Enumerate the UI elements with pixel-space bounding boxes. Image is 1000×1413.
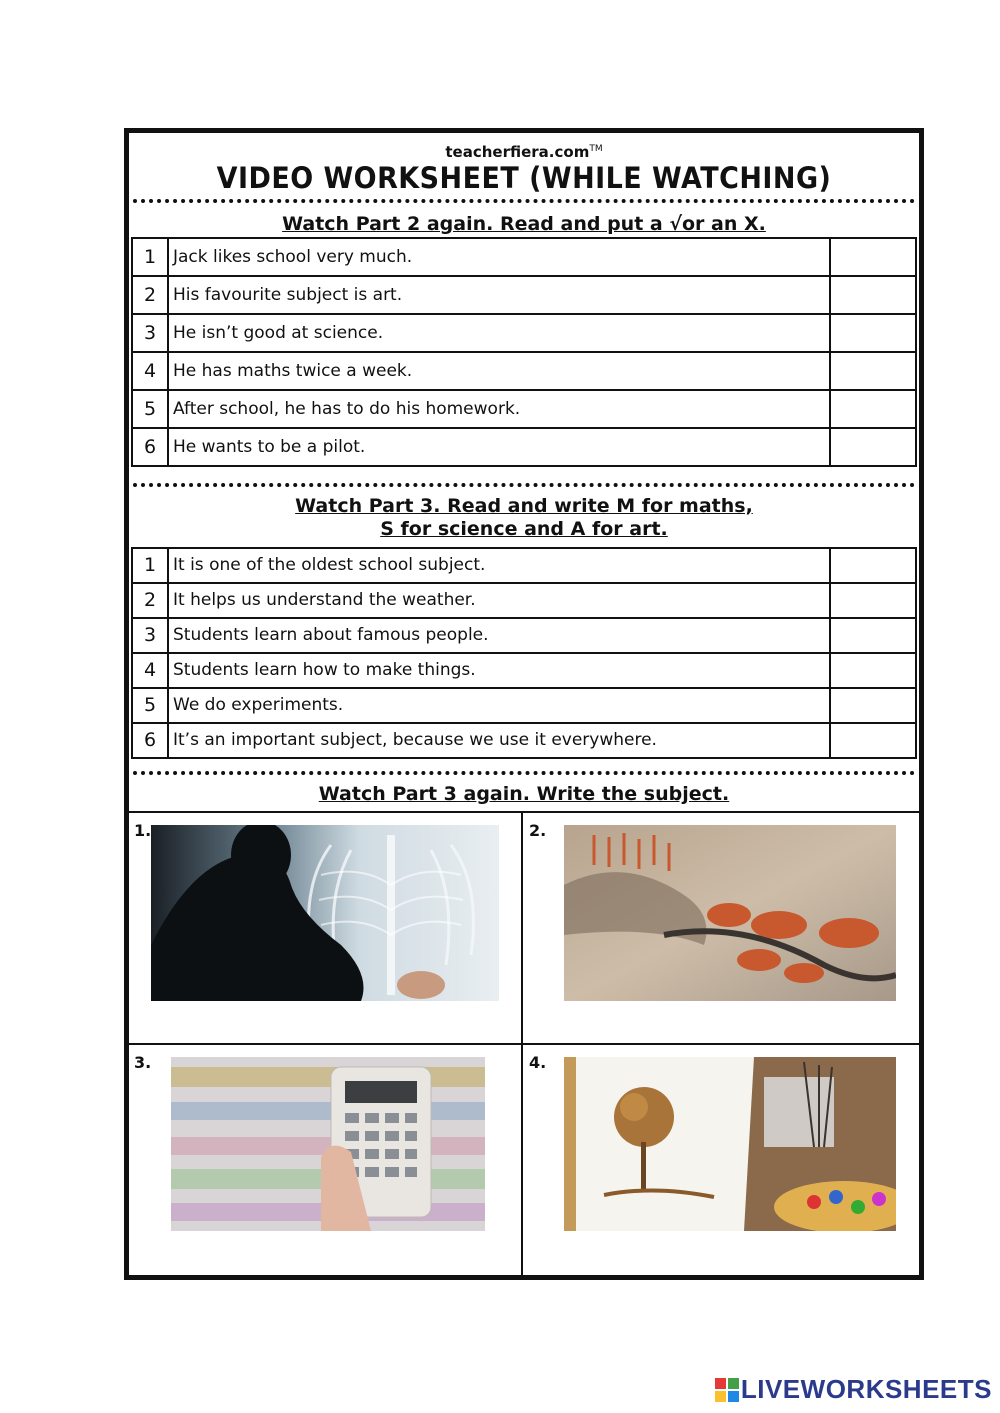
question-number: 2 <box>132 583 168 618</box>
answer-box[interactable] <box>830 688 916 723</box>
question-text: He isn’t good at science. <box>168 314 830 352</box>
calculator-picture <box>171 1057 485 1231</box>
question-text: Jack likes school very much. <box>168 238 830 276</box>
answer-box[interactable] <box>830 390 916 428</box>
question-number: 4 <box>132 653 168 688</box>
table-row <box>132 583 916 618</box>
grid-line <box>521 813 523 1275</box>
section3-instruction: Watch Part 3 again. Write the subject. <box>318 783 730 805</box>
table-row <box>132 618 916 653</box>
question-number: 1 <box>132 238 168 276</box>
liveworksheets-brand <box>715 1374 992 1405</box>
question-text: It helps us understand the weather. <box>168 583 830 618</box>
grid-line <box>129 1043 919 1045</box>
table-row <box>132 688 916 723</box>
table-row <box>132 428 916 466</box>
picture-1-label: 1. <box>134 821 152 840</box>
answer-box[interactable] <box>830 276 916 314</box>
question-number: 2 <box>132 276 168 314</box>
question-number: 6 <box>132 723 168 758</box>
brand-name: LIVEWORKSHEETS <box>740 1374 992 1404</box>
dotted-divider <box>133 199 915 203</box>
question-text: He has maths twice a week. <box>168 352 830 390</box>
section2-instruction-line1: Watch Part 3. Read and write M for maths, <box>295 495 753 517</box>
cave-painting-picture <box>564 825 896 1001</box>
question-text: His favourite subject is art. <box>168 276 830 314</box>
answer-box[interactable] <box>830 428 916 466</box>
question-number: 5 <box>132 390 168 428</box>
answer-box[interactable] <box>830 653 916 688</box>
question-number: 1 <box>132 548 168 583</box>
site-name: teacherfiera.com™ <box>445 143 603 161</box>
question-text: After school, he has to do his homework. <box>168 390 830 428</box>
grid-line <box>129 811 919 813</box>
question-number: 3 <box>132 314 168 352</box>
question-number: 4 <box>132 352 168 390</box>
answer-box[interactable] <box>830 583 916 618</box>
table-row <box>132 352 916 390</box>
question-number: 3 <box>132 618 168 653</box>
section1-instruction: Watch Part 2 again. Read and put a √or an X. <box>282 213 766 235</box>
answer-box[interactable] <box>830 618 916 653</box>
question-text: It’s an important subject, because we use it everywhere. <box>168 723 830 758</box>
answer-box[interactable] <box>830 238 916 276</box>
section2-instruction-line2: S for science and A for art. <box>380 518 668 540</box>
picture-2-label: 2. <box>529 821 547 840</box>
painting-easel-picture <box>564 1057 896 1231</box>
picture-3-label: 3. <box>134 1053 152 1072</box>
x-ray-picture <box>151 825 499 1001</box>
answer-box[interactable] <box>830 548 916 583</box>
worksheet <box>124 128 924 1280</box>
question-text: Students learn about famous people. <box>168 618 830 653</box>
answer-box[interactable] <box>830 352 916 390</box>
question-text: We do experiments. <box>168 688 830 723</box>
table-row <box>132 390 916 428</box>
page-title: VIDEO WORKSHEET (WHILE WATCHING) <box>216 161 832 195</box>
section1-table <box>131 237 917 467</box>
table-row <box>132 276 916 314</box>
question-text: Students learn how to make things. <box>168 653 830 688</box>
table-row <box>132 238 916 276</box>
table-row <box>132 723 916 758</box>
liveworksheets-logo-icon <box>715 1378 739 1402</box>
question-number: 6 <box>132 428 168 466</box>
question-text: He wants to be a pilot. <box>168 428 830 466</box>
question-text: It is one of the oldest school subject. <box>168 548 830 583</box>
dotted-divider <box>133 483 915 487</box>
table-row <box>132 314 916 352</box>
question-number: 5 <box>132 688 168 723</box>
dotted-divider <box>133 771 915 775</box>
answer-box[interactable] <box>830 314 916 352</box>
picture-4-label: 4. <box>529 1053 547 1072</box>
table-row <box>132 653 916 688</box>
section2-table <box>131 547 917 759</box>
table-row <box>132 548 916 583</box>
answer-box[interactable] <box>830 723 916 758</box>
